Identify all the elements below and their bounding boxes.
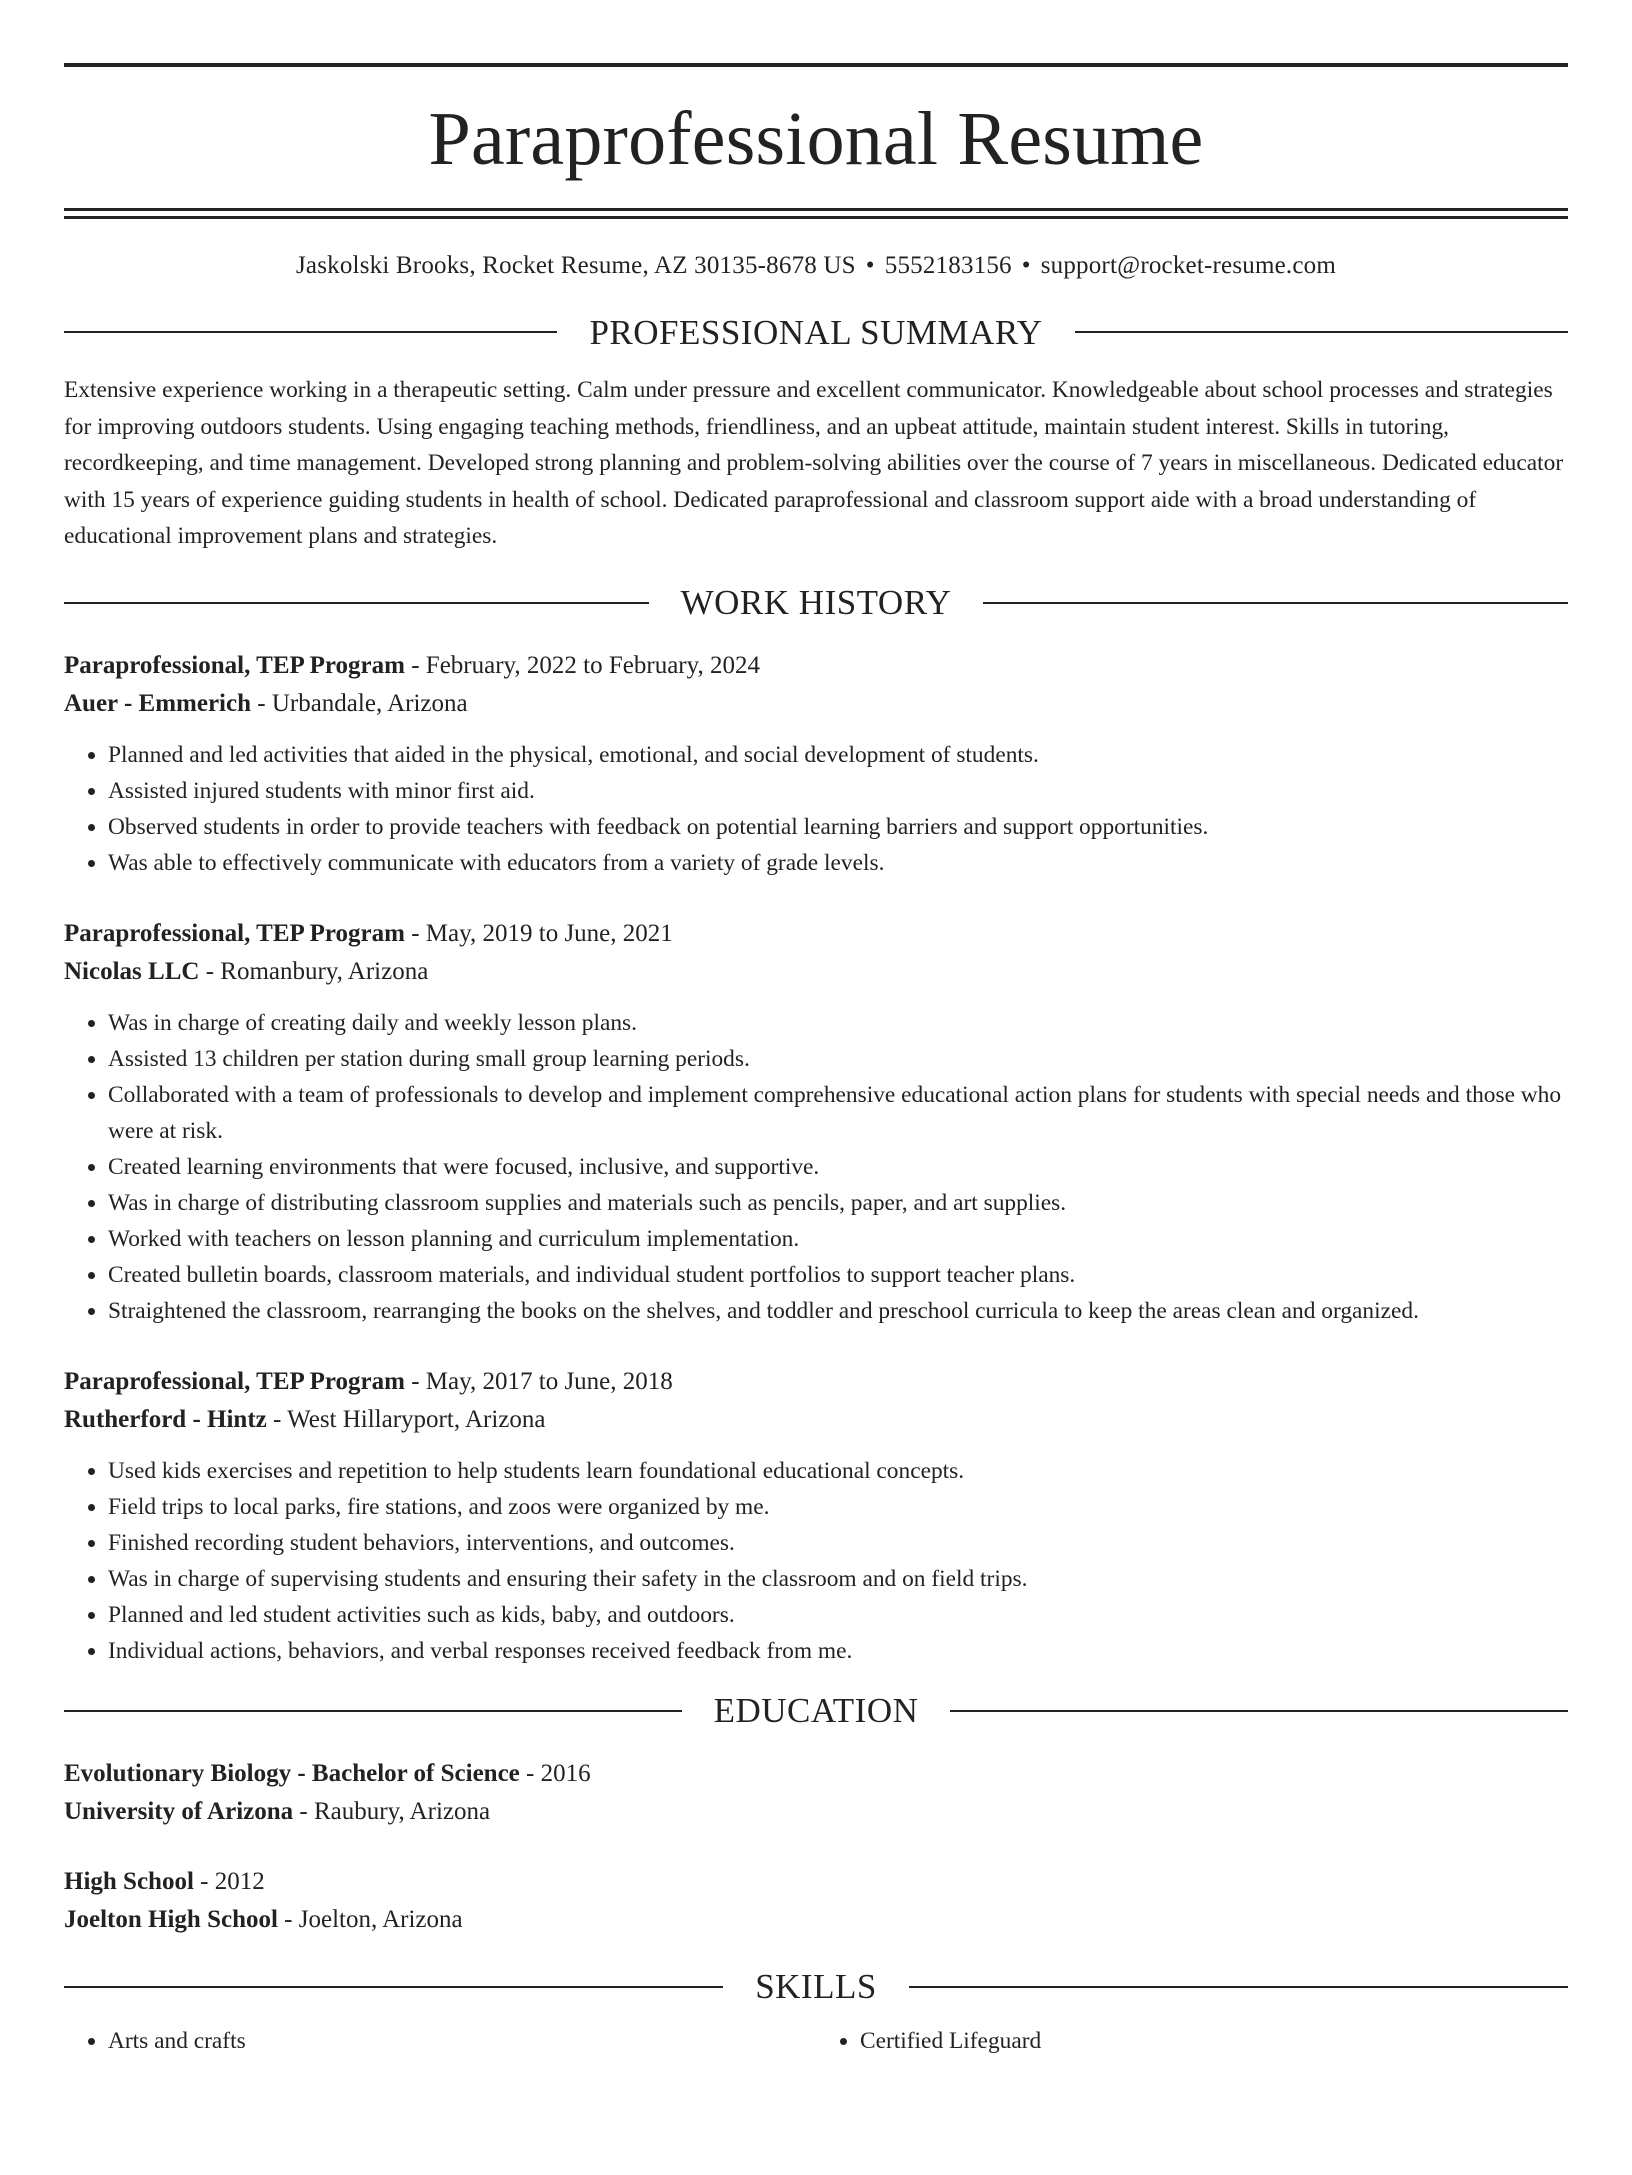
job-company-line: Auer - Emmerich - Urbandale, Arizona	[64, 689, 468, 717]
education-location: Raubury, Arizona	[313, 1797, 491, 1825]
section-header-education	[64, 1691, 1568, 1731]
section-rule	[909, 1986, 1568, 1988]
contact-line	[64, 253, 1568, 278]
job-bullet: • Planned and led student activities such as kids, baby, and outdoors.	[108, 1597, 1568, 1633]
job-company: Auer - Emmerich	[64, 689, 251, 717]
job-dates: February, 2022 to February, 2024	[425, 651, 760, 679]
job-bullet: • Field trips to local parks, fire stations, and zoos were organized by me.	[108, 1489, 1568, 1525]
section-rule	[64, 1710, 682, 1712]
education-year: 2016	[540, 1759, 591, 1787]
education-entry	[64, 1863, 1568, 1939]
job-dates: May, 2019 to June, 2021	[425, 919, 673, 947]
job-entry	[64, 647, 1568, 881]
job-title-line: Paraprofessional, TEP Program - May, 2019 to June, 2021	[64, 919, 673, 947]
job-location: Urbandale, Arizona	[271, 689, 468, 717]
job-bullet: • Collaborated with a team of professionals to develop and implement comprehensive educational action plans for students with special needs and those who were at risk.	[108, 1077, 1568, 1149]
contact-address: Jaskolski Brooks, Rocket Resume, AZ 30135-8678 US	[296, 252, 856, 279]
job-location: West Hillaryport, Arizona	[287, 1405, 546, 1433]
job-bullet: • Used kids exercises and repetition to help students learn foundational educational concepts.	[108, 1453, 1568, 1489]
job-bullet: • Was able to effectively communicate with educators from a variety of grade levels.	[108, 845, 1568, 881]
section-rule	[1075, 331, 1568, 333]
job-title: Paraprofessional, TEP Program	[64, 651, 405, 679]
job-bullet: • Planned and led activities that aided in the physical, emotional, and social development of students.	[108, 737, 1568, 773]
skills-list	[64, 2023, 1568, 2059]
job-bullet: • Straightened the classroom, rearranging the books on the shelves, and toddler and preschool curricula to keep the areas clean and organized.	[108, 1293, 1568, 1329]
work-history-list	[64, 647, 1568, 1669]
job-bullet: • Was in charge of creating daily and weekly lesson plans.	[108, 1005, 1568, 1041]
contact-phone: 5552183156	[884, 252, 1012, 279]
job-bullets	[64, 1453, 1568, 1669]
job-bullets	[64, 737, 1568, 881]
top-rule	[64, 63, 1568, 67]
job-title-line: Paraprofessional, TEP Program - May, 2017 to June, 2018	[64, 1367, 673, 1395]
section-header-work	[64, 583, 1568, 623]
job-title: Paraprofessional, TEP Program	[64, 1367, 405, 1395]
contact-separator: •	[1021, 252, 1031, 279]
section-header-summary	[64, 312, 1568, 352]
education-location: Joelton, Arizona	[298, 1905, 463, 1933]
education-school: University of Arizona	[64, 1797, 294, 1825]
education-entry	[64, 1755, 1568, 1831]
job-bullet: • Was in charge of supervising students and ensuring their safety in the classroom and on field trips.	[108, 1561, 1568, 1597]
job-company-line: Nicolas LLC - Romanbury, Arizona	[64, 957, 429, 985]
section-header-skills	[64, 1967, 1568, 2007]
job-company-line: Rutherford - Hintz - West Hillaryport, Arizona	[64, 1405, 546, 1433]
education-degree: High School	[64, 1867, 194, 1895]
contact-separator: •	[865, 252, 875, 279]
job-bullet: • Individual actions, behaviors, and verbal responses received feedback from me.	[108, 1633, 1568, 1669]
job-bullet: • Created learning environments that were focused, inclusive, and supportive.	[108, 1149, 1568, 1185]
title-double-rule	[64, 208, 1568, 219]
job-entry	[64, 915, 1568, 1329]
job-title-line: Paraprofessional, TEP Program - February, 2022 to February, 2024	[64, 651, 760, 679]
resume-page	[0, 63, 1632, 2175]
contact-email: support@rocket-resume.com	[1040, 252, 1336, 279]
education-degree-line: High School - 2012	[64, 1867, 265, 1895]
education-school-line: University of Arizona - Raubury, Arizona	[64, 1797, 491, 1825]
section-rule	[64, 602, 649, 604]
education-year: 2012	[214, 1867, 265, 1895]
skills-column-right	[816, 2023, 1568, 2059]
section-rule	[64, 331, 557, 333]
skills-column-left	[64, 2023, 816, 2059]
summary-text: Extensive experience working in a therapeutic setting. Calm under pressure and excellent communicator. Knowledgeable about school processes and strategies for improving outdoors students. Using engaging teaching methods, friendliness, and an upbeat attitude, maintain student interest. Skills in tutoring, recordkeeping, and time management. Developed strong planning and problem-solving abilities over the course of 7 years in miscellaneous. Dedicated educator with 15 years of experience guiding students in health of school. Dedicated paraprofessional and classroom support aide with a broad understanding of educational improvement plans and strategies.	[64, 377, 1564, 549]
page-title: Paraprofessional Resume	[428, 97, 1204, 181]
education-degree: Evolutionary Biology - Bachelor of Science	[64, 1759, 520, 1787]
section-title: PROFESSIONAL SUMMARY	[589, 312, 1043, 352]
job-title: Paraprofessional, TEP Program	[64, 919, 405, 947]
job-bullets	[64, 1005, 1568, 1329]
section-rule	[950, 1710, 1568, 1712]
skill-item: • Arts and crafts	[108, 2023, 816, 2059]
education-school: Joelton High School	[64, 1905, 278, 1933]
job-bullet: • Created bulletin boards, classroom materials, and individual student portfolios to support teacher plans.	[108, 1257, 1568, 1293]
section-title: EDUCATION	[713, 1691, 919, 1730]
job-company: Rutherford - Hintz	[64, 1405, 267, 1433]
education-degree-line: Evolutionary Biology - Bachelor of Science - 2016	[64, 1759, 591, 1787]
education-school-line: Joelton High School - Joelton, Arizona	[64, 1905, 463, 1933]
section-rule	[983, 602, 1568, 604]
job-dates: May, 2017 to June, 2018	[425, 1367, 673, 1395]
section-rule	[64, 1986, 723, 1988]
section-title: WORK HISTORY	[680, 583, 952, 622]
job-bullet: • Was in charge of distributing classroom supplies and materials such as pencils, paper, and art supplies.	[108, 1185, 1568, 1221]
section-title: SKILLS	[755, 1967, 877, 2006]
job-company: Nicolas LLC	[64, 957, 200, 985]
education-list	[64, 1755, 1568, 1939]
job-bullet: • Finished recording student behaviors, interventions, and outcomes.	[108, 1525, 1568, 1561]
skill-item: • Certified Lifeguard	[860, 2023, 1568, 2059]
job-bullet: • Assisted 13 children per station during small group learning periods.	[108, 1041, 1568, 1077]
job-bullet: • Worked with teachers on lesson planning and curriculum implementation.	[108, 1221, 1568, 1257]
job-entry	[64, 1363, 1568, 1669]
job-location: Romanbury, Arizona	[220, 957, 429, 985]
job-bullet: • Assisted injured students with minor first aid.	[108, 773, 1568, 809]
job-bullet: • Observed students in order to provide teachers with feedback on potential learning barriers and support opportunities.	[108, 809, 1568, 845]
